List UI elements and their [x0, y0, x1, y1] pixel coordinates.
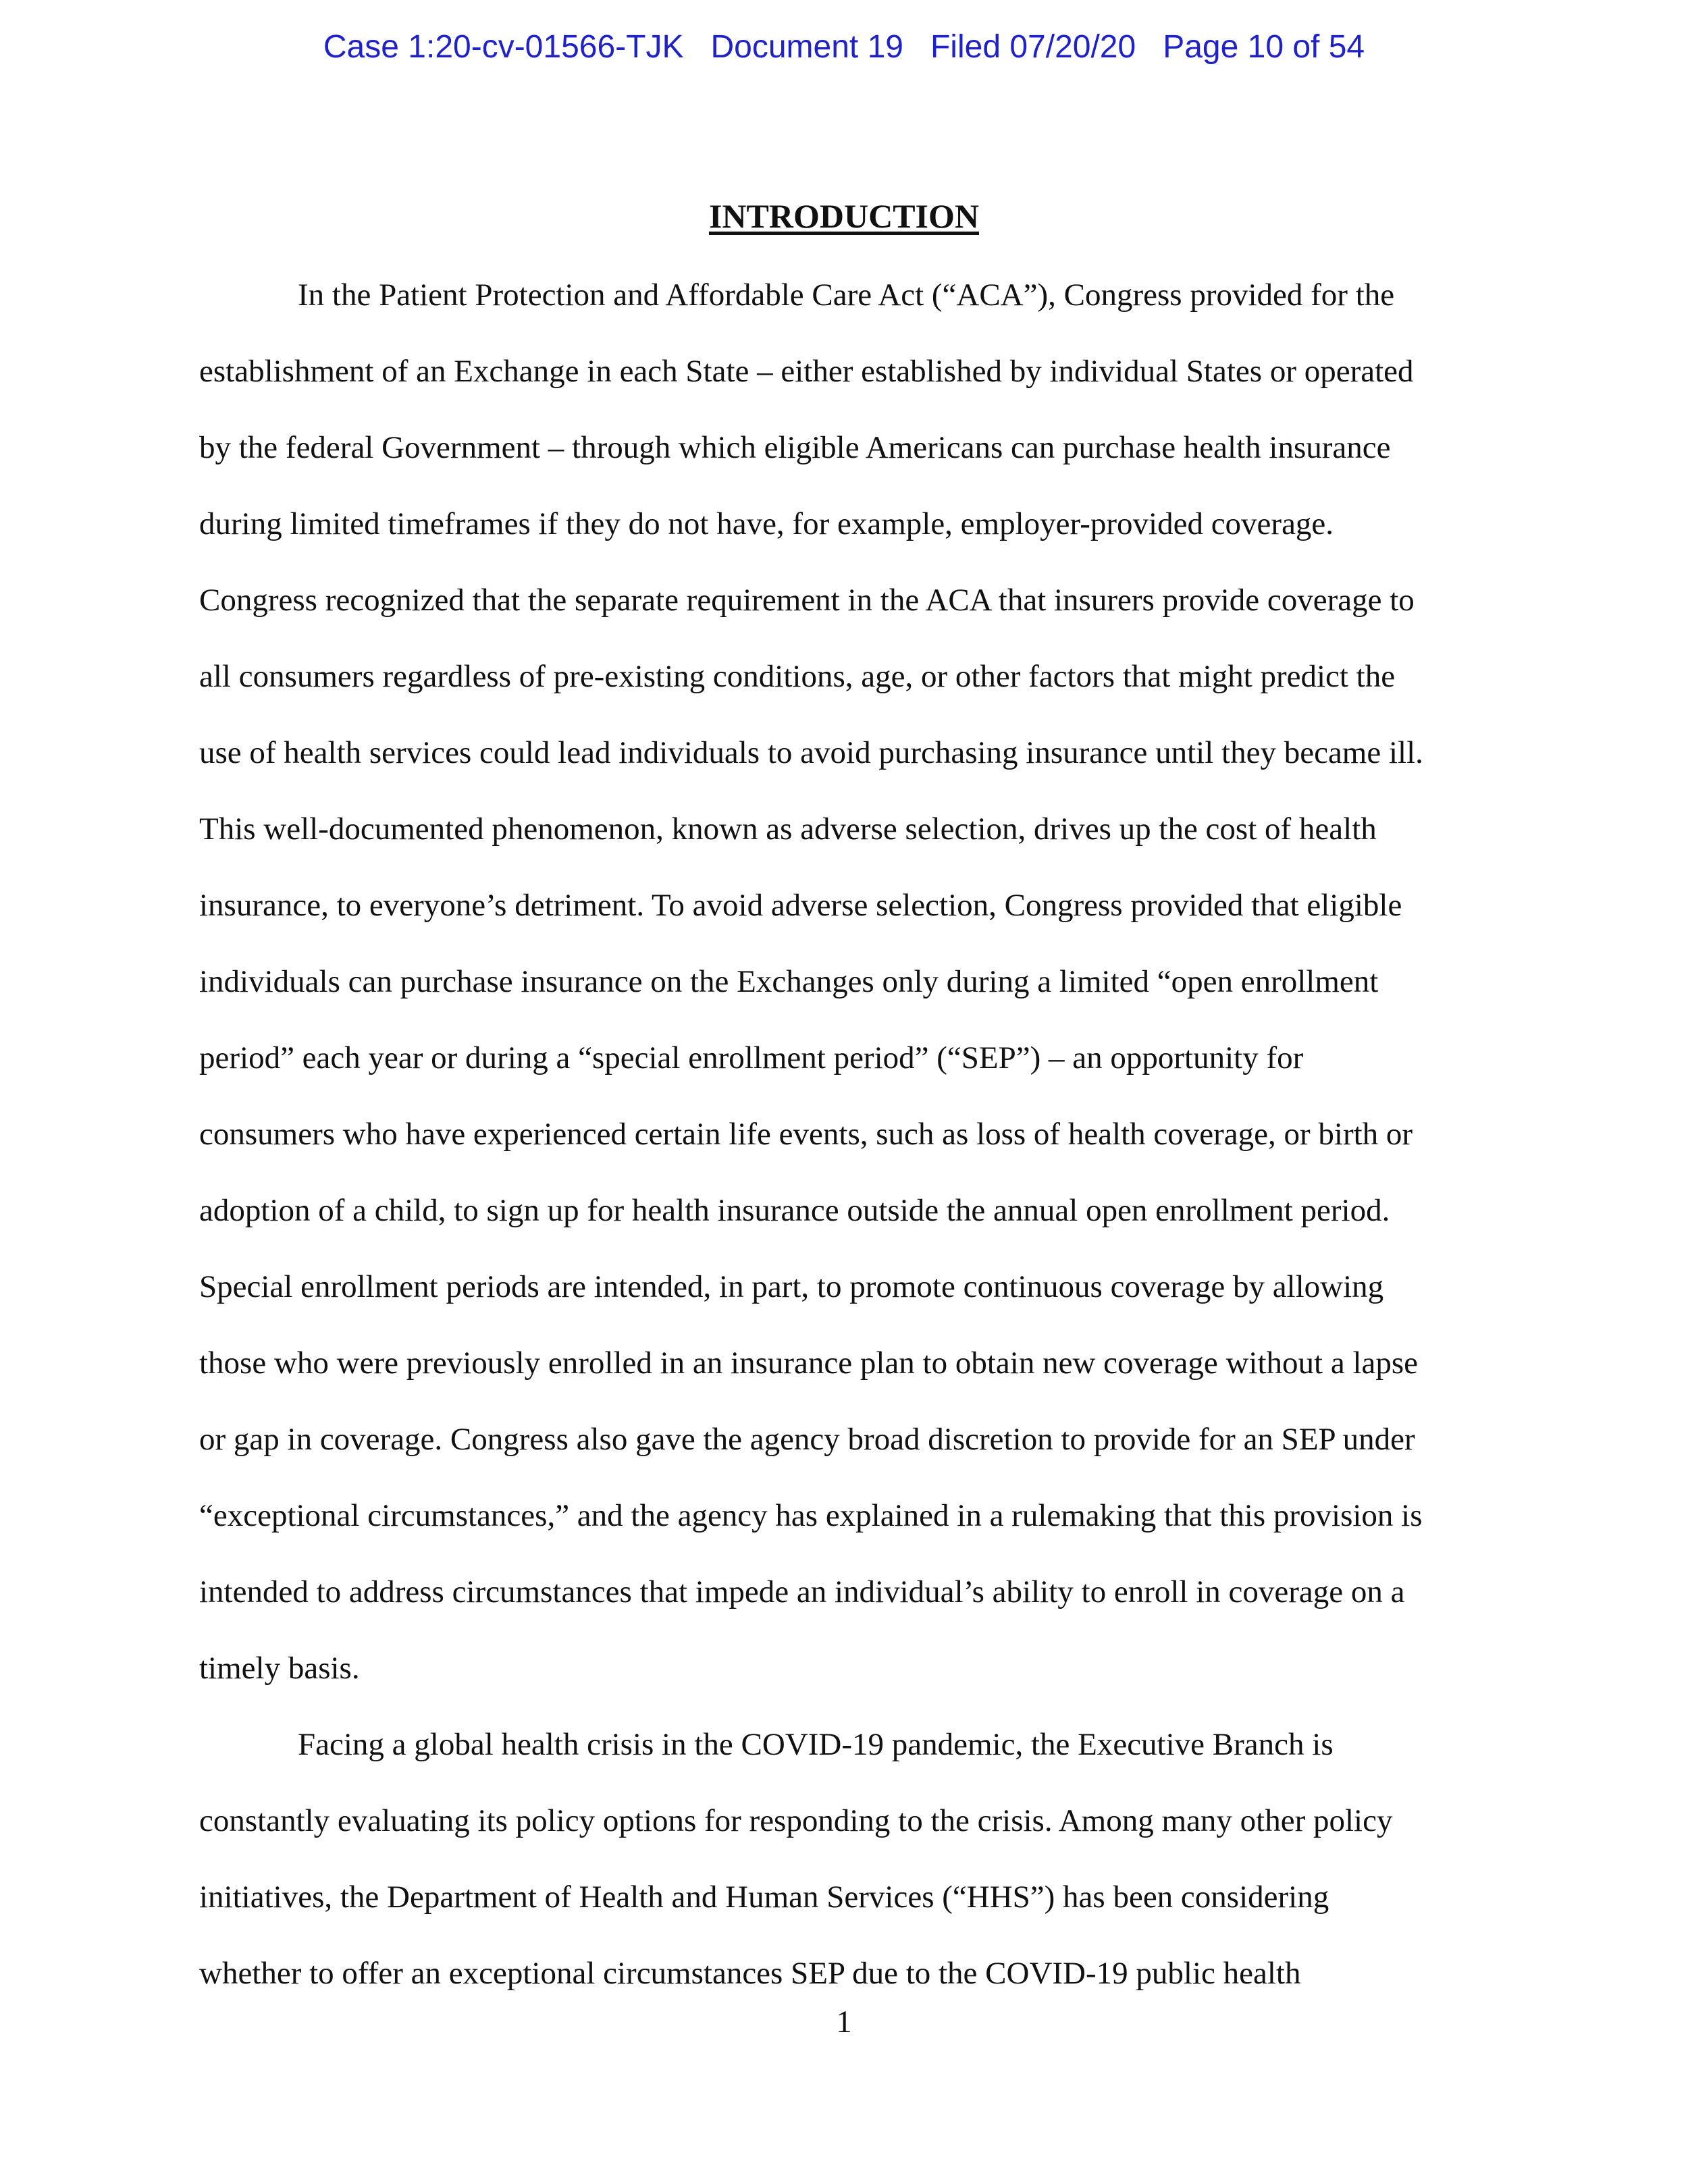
paragraph-1-line-6: all consumers regardless of pre-existing conditions, age, or other factors that might predict the: [199, 659, 1396, 694]
body-text: [199, 268, 1496, 2023]
paragraph-1-line-4: during limited timeframes if they do not have, for example, employer-provided coverage.: [199, 506, 1334, 541]
paragraph-1-line-1: In the Patient Protection and Affordable Care Act (“ACA”), Congress provided for the: [298, 277, 1395, 313]
document-number: Document 19: [710, 29, 903, 65]
paragraph-1-line-2: establishment of an Exchange in each State – either established by individual States or operated: [199, 354, 1414, 389]
paragraph-1-line-15: those who were previously enrolled in an insurance plan to obtain new coverage without a lapse: [199, 1346, 1419, 1381]
paragraph-1-line-17: “exceptional circumstances,” and the agency has explained in a rulemaking that this provision is: [199, 1498, 1423, 1533]
paragraph-1-line-10: individuals can purchase insurance on the Exchanges only during a limited “open enrollment: [199, 964, 1379, 999]
case-number: Case 1:20-cv-01566-TJK: [323, 29, 684, 65]
paragraph-1-line-3: by the federal Government – through which eligible Americans can purchase health insurance: [199, 430, 1391, 465]
page-number: 1: [836, 2004, 852, 2040]
paragraph-2-line-4: whether to offer an exceptional circumstances SEP due to the COVID-19 public health: [199, 1956, 1301, 1991]
paragraph-1-line-11: period” each year or during a “special enrollment period” (“SEP”) – an opportunity for: [199, 1040, 1304, 1075]
paragraph-1-line-18: intended to address circumstances that impede an individual’s ability to enroll in coverage on a: [199, 1574, 1405, 1609]
paragraph-1-line-14: Special enrollment periods are intended, in part, to promote continuous coverage by allowing: [199, 1269, 1384, 1304]
paragraph-2-line-3: initiatives, the Department of Health and Human Services (“HHS”) has been considering: [199, 1880, 1329, 1915]
paragraph-1-line-7: use of health services could lead individuals to avoid purchasing insurance until they became ill.: [199, 735, 1423, 770]
paragraph-1-line-19: timely basis.: [199, 1651, 360, 1686]
paragraph-1-line-16: or gap in coverage. Congress also gave the agency broad discretion to provide for an SEP under: [199, 1422, 1415, 1457]
paragraph-1-line-8: This well-documented phenomenon, known as adverse selection, drives up the cost of health: [199, 811, 1377, 847]
court-filing-header: [0, 28, 1688, 65]
section-title: INTRODUCTION: [708, 197, 980, 235]
paragraph-1-line-12: consumers who have experienced certain life events, such as loss of health coverage, or birth or: [199, 1117, 1413, 1152]
paragraph-1-line-9: insurance, to everyone’s detriment. To avoid adverse selection, Congress provided that eligible: [199, 888, 1402, 923]
paragraph-1-line-13: adoption of a child, to sign up for health insurance outside the annual open enrollment period.: [199, 1193, 1390, 1228]
paragraph-2-line-2: constantly evaluating its policy options for responding to the crisis. Among many other policy: [199, 1803, 1393, 1838]
paragraph-1-line-5: Congress recognized that the separate requirement in the ACA that insurers provide coverage to: [199, 583, 1415, 618]
paragraph-2-line-1: Facing a global health crisis in the COVID-19 pandemic, the Executive Branch is: [298, 1727, 1334, 1762]
page-of-total: Page 10 of 54: [1163, 29, 1365, 65]
filed-date: Filed 07/20/20: [930, 29, 1136, 65]
